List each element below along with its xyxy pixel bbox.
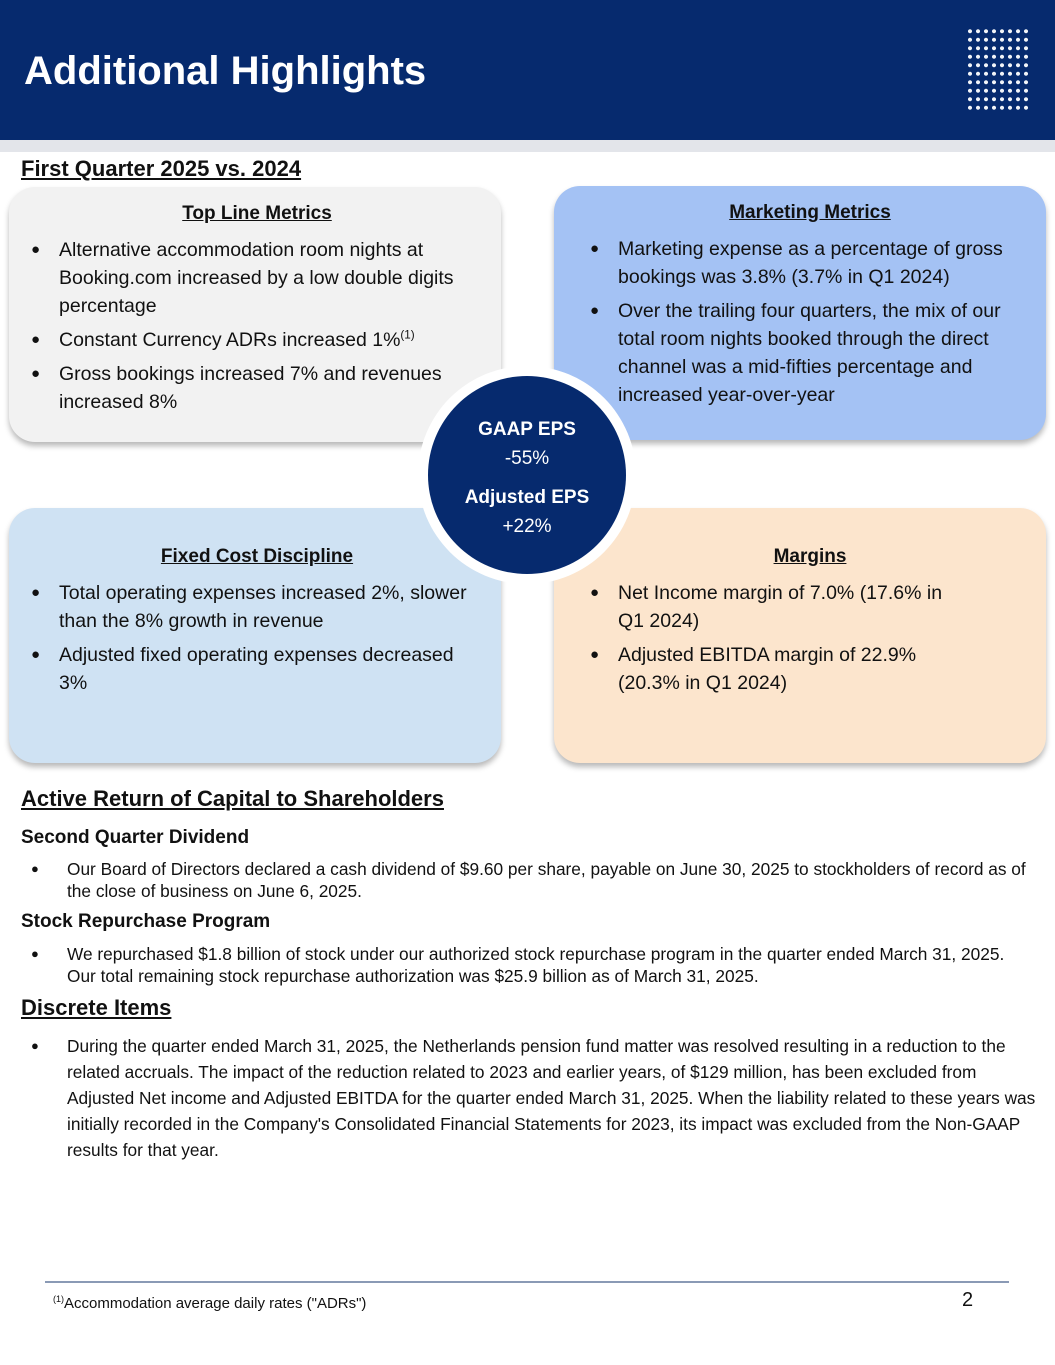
list-item: ● Net Income margin of 7.0% (17.6% in Q1 2024)	[590, 579, 970, 635]
eps-circle	[418, 366, 636, 584]
adjusted-eps-label: Adjusted EPS	[464, 487, 590, 508]
repurchase-heading: Stock Repurchase Program	[21, 911, 271, 932]
fixed-cost-discipline-title: Fixed Cost Discipline	[160, 546, 354, 567]
top-line-metrics-list	[31, 236, 483, 416]
list-item: ● During the quarter ended March 31, 2025, the Netherlands pension fund matter was resolved resulting in a reduction to the related accruals. The impact of the reduction related to 2023 and earlier years, of $129 million, has been excluded from Adjusted Net income and Adjusted EBITDA for the quarter ended March 31, 2025. When the liability related to these years was initially recorded in the Company's Consolidated Financial Statements for 2023, its impact was excluded from the Non-GAAP results for that year.	[21, 1033, 1036, 1163]
eps-circle-inner	[428, 376, 626, 574]
margins-card	[554, 508, 1046, 763]
list-item: ● We repurchased $1.8 billion of stock under our authorized stock repurchase program in the quarter ended March 31, 2025. Our total remaining stock repurchase authorization was $25.9 billion as of March 31, 2025.	[21, 943, 1036, 987]
footnote-text: Accommodation average daily rates ("ADRs")	[64, 1295, 367, 1312]
gaap-eps-label: GAAP EPS	[478, 419, 576, 440]
discrete-items-list	[21, 1033, 1036, 1163]
list-item: ● Adjusted EBITDA margin of 22.9% (20.3% in Q1 2024)	[590, 641, 970, 697]
adjusted-eps-value: +22%	[502, 516, 552, 537]
footnote-marker: (1)	[400, 328, 415, 342]
dividend-heading: Second Quarter Dividend	[21, 827, 250, 848]
marketing-metrics-card	[554, 186, 1046, 440]
marketing-metrics-title: Marketing Metrics	[729, 202, 891, 223]
header-divider	[0, 140, 1055, 152]
top-line-metrics-title: Top Line Metrics	[182, 203, 332, 224]
fixed-cost-discipline-list	[31, 579, 483, 697]
list-item: ● Marketing expense as a percentage of gross bookings was 3.8% (3.7% in Q1 2024)	[590, 235, 1030, 291]
page-number: 2	[962, 1289, 974, 1311]
first-quarter-heading: First Quarter 2025 vs. 2024	[21, 156, 302, 181]
discrete-items-heading: Discrete Items	[21, 995, 172, 1020]
footnote-marker: (1)	[53, 1294, 64, 1304]
footnote	[53, 1294, 366, 1314]
fixed-cost-discipline-card	[9, 508, 501, 763]
list-item: ● Over the trailing four quarters, the mix of our total room nights booked through the direct channel was a mid-fifties percentage and increased year-over-year	[590, 297, 1030, 409]
page-title: Additional Highlights	[24, 49, 427, 93]
marketing-metrics-list	[590, 235, 1030, 409]
dot-grid-decoration	[966, 27, 1030, 113]
list-item: ● Constant Currency ADRs increased 1%$^{(1)}$	[31, 326, 483, 354]
capital-return-heading: Active Return of Capital to Shareholders	[21, 786, 444, 811]
margins-list	[590, 579, 1030, 697]
list-item: ● Adjusted fixed operating expenses decreased 3%	[31, 641, 483, 697]
gaap-eps-value: -55%	[504, 448, 550, 469]
list-item: ● Our Board of Directors declared a cash dividend of $9.60 per share, payable on June 30, 2025 to stockholders of record as of the close of business on June 6, 2025.	[21, 858, 1036, 902]
dividend-list	[21, 858, 1036, 902]
header-banner	[0, 0, 1055, 140]
margins-title: Margins	[773, 546, 847, 567]
list-item: ● Total operating expenses increased 2%, slower than the 8% growth in revenue	[31, 579, 483, 635]
list-item: ● Gross bookings increased 7% and revenues increased 8%	[31, 360, 483, 416]
footer-divider	[45, 1281, 1009, 1283]
repurchase-list	[21, 943, 1036, 987]
list-item: ● Alternative accommodation room nights at Booking.com increased by a low double digits percentage	[31, 236, 483, 320]
